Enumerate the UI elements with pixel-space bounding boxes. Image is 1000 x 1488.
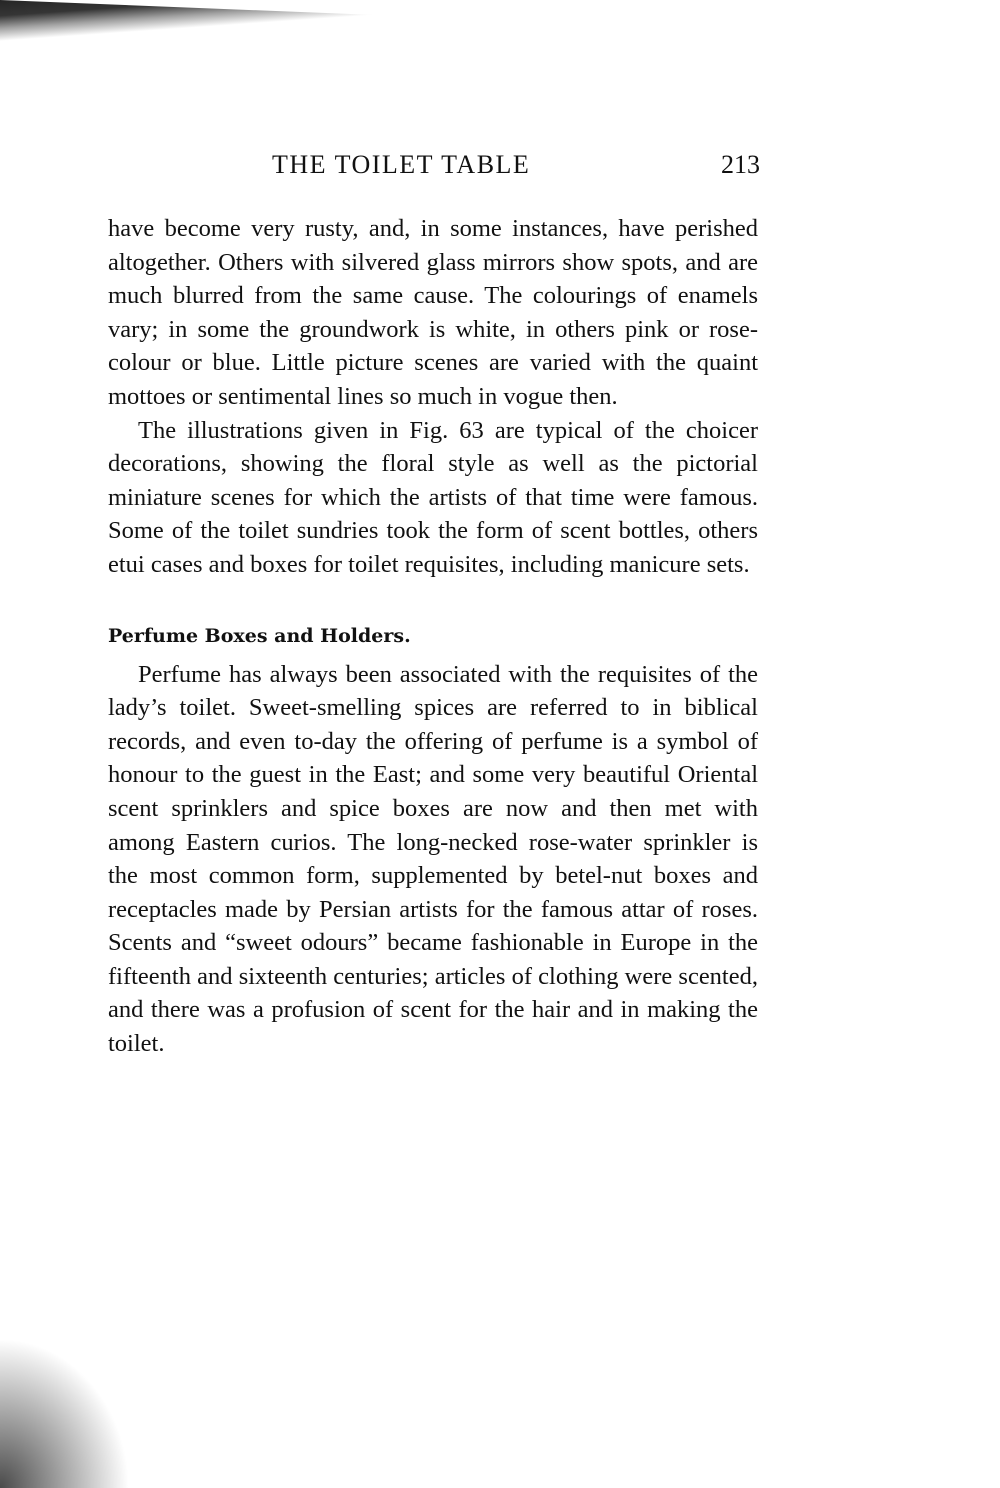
page-body <box>108 212 758 1061</box>
scan-shadow-bottom <box>0 1338 130 1488</box>
paragraph-perfume: Perfume has always been associated with the requisites of the lady’s toilet. Sweet-smelling spices are referred to in biblical records, and even to-day the offering of perfume is a symbol of honour to the guest in the East; and some very beautiful Oriental scent sprinklers and spice boxes are now and then met with among Eastern curios. The long-necked rose-water sprinkler is the most common form, supplemented by betel-nut boxes and receptacles made by Persian artists for the famous attar of roses. Scents and “sweet odours” became fashionable in Europe in the fifteenth and sixteenth centuries; articles of clothing were scented, and there was a profusion of scent for the hair and in making the toilet. <box>108 660 758 1058</box>
page-header <box>108 150 760 190</box>
running-title: THE TOILET TABLE <box>272 150 531 179</box>
scan-shadow-top <box>0 0 540 120</box>
paragraph-illustrations: The illustrations given in Fig. 63 are typical of the choicer decorations, showing the floral style as well as the pictorial miniature scenes for which the artists of that time were famous. Some of the toilet sundries took the form of scent bottles, others etui cases and boxes for toilet requisites, including manicure sets. <box>108 416 758 578</box>
section-heading: Perfume Boxes and Holders. <box>108 624 411 647</box>
paragraph-continued: have become very rusty, and, in some instances, have perished altogether. Others with silvered glass mirrors show spots, and are much blurred from the same cause. The colourings of enamels vary; in some the groundwork is white, in others pink or rose-colour or blue. Little picture scenes are varied with the quaint mottoes or sentimental lines so much in vogue then. <box>108 215 758 410</box>
page-number: 213 <box>721 150 760 179</box>
